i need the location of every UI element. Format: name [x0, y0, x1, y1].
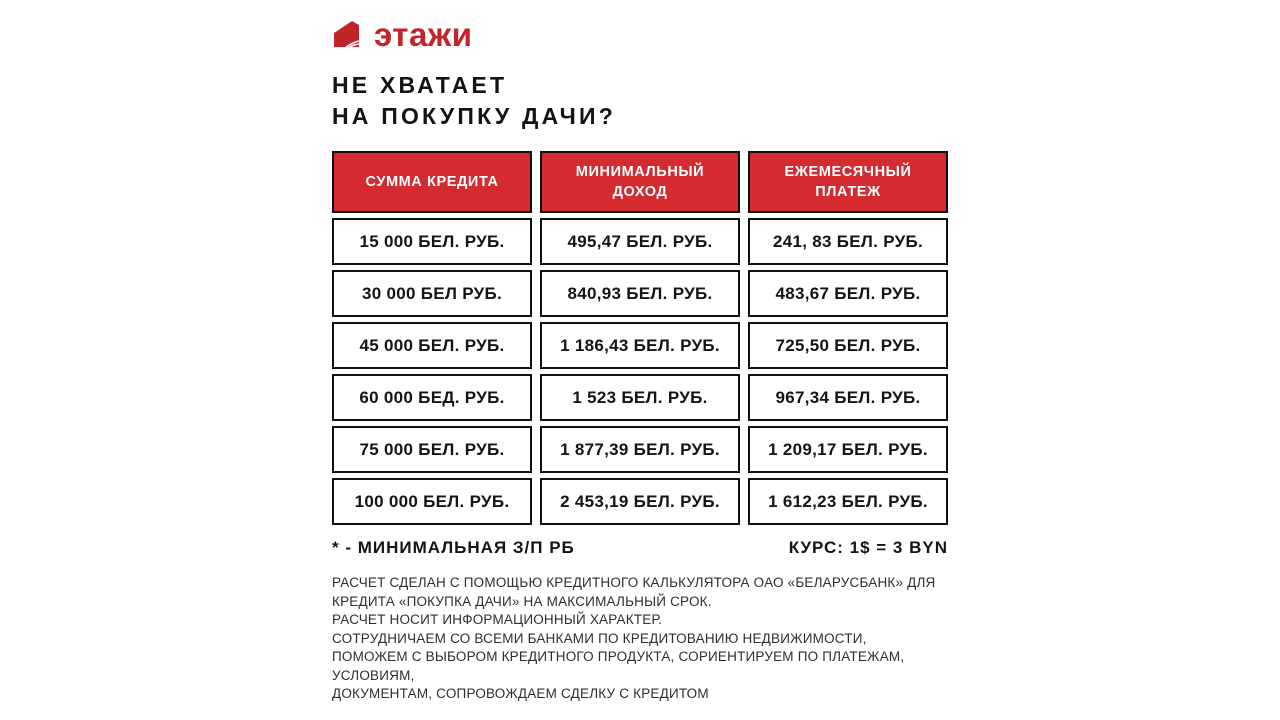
footnote-row [332, 538, 948, 558]
table-row [332, 426, 948, 473]
page-title-line2: НА ПОКУПКУ ДАЧИ? [332, 103, 616, 129]
disclaimer-line: РАСЧЕТ СДЕЛАН С ПОМОЩЬЮ КРЕДИТНОГО КАЛЬКУЛЯТОРА ОАО «БЕЛАРУСБАНК» ДЛЯ [332, 575, 936, 590]
logo-text: этажи [374, 16, 473, 53]
page-title [332, 70, 952, 132]
table-row [332, 218, 948, 265]
footnote-min-salary: * - МИНИМАЛЬНАЯ З/П РБ [332, 538, 575, 557]
house-icon [332, 20, 364, 50]
column-header-min-income: МИНИМАЛЬНЫЙ ДОХОД [540, 151, 740, 213]
disclaimer-line: СОТРУДНИЧАЕМ СО ВСЕМИ БАНКАМИ ПО КРЕДИТОВАНИЮ НЕДВИЖИМОСТИ, [332, 630, 867, 646]
table-cell: 1 523 БЕЛ. РУБ. [540, 374, 740, 421]
table-row [332, 322, 948, 369]
disclaimer-line: КРЕДИТА «ПОКУПКА ДАЧИ» НА МАКСИМАЛЬНЫЙ СРОК. [332, 593, 712, 609]
table-cell: 2 453,19 БЕЛ. РУБ. [540, 478, 740, 525]
table-cell: 725,50 БЕЛ. РУБ. [748, 322, 948, 369]
table-cell: 100 000 БЕЛ. РУБ. [332, 478, 532, 525]
table-cell: 1 612,23 БЕЛ. РУБ. [748, 478, 948, 525]
table-cell: 60 000 БЕД. РУБ. [332, 374, 532, 421]
disclaimer-line: РАСЧЕТ НОСИТ ИНФОРМАЦИОННЫЙ ХАРАКТЕР. [332, 612, 663, 627]
disclaimer-line: ДОКУМЕНТАМ, СОПРОВОЖДАЕМ СДЕЛКУ С КРЕДИТОМ [332, 686, 709, 701]
footnote-exchange-rate: КУРС: 1$ = 3 BYN [788, 538, 948, 557]
table-cell: 241, 83 БЕЛ. РУБ. [748, 218, 948, 265]
table-cell: 967,34 БЕЛ. РУБ. [748, 374, 948, 421]
table-row [332, 374, 948, 421]
table-row [332, 478, 948, 525]
column-header-monthly-payment: ЕЖЕМЕСЯЧНЫЙ ПЛАТЕЖ [748, 151, 948, 213]
table-cell: 495,47 БЕЛ. РУБ. [540, 218, 740, 265]
disclaimer-line: УСЛОВИЯМ, [332, 667, 415, 683]
table-cell: 840,93 БЕЛ. РУБ. [540, 270, 740, 317]
table-cell: 30 000 БЕЛ РУБ. [332, 270, 532, 317]
table-cell: 1 877,39 БЕЛ. РУБ. [540, 426, 740, 473]
table-cell: 1 209,17 БЕЛ. РУБ. [748, 426, 948, 473]
table-cell: 483,67 БЕЛ. РУБ. [748, 270, 948, 317]
table-cell: 15 000 БЕЛ. РУБ. [332, 218, 532, 265]
table-header-row [332, 151, 948, 213]
disclaimer-text [332, 574, 952, 704]
table-cell: 1 186,43 БЕЛ. РУБ. [540, 322, 740, 369]
logo [332, 16, 952, 54]
credit-table [324, 146, 956, 530]
page-title-line1: НЕ ХВАТАЕТ [332, 72, 508, 98]
table-row [332, 270, 948, 317]
table-cell: 75 000 БЕЛ. РУБ. [332, 426, 532, 473]
table-cell: 45 000 БЕЛ. РУБ. [332, 322, 532, 369]
disclaimer-line: ПОМОЖЕМ С ВЫБОРОМ КРЕДИТНОГО ПРОДУКТА, СОРИЕНТИРУЕМ ПО ПЛАТЕЖАМ, [332, 649, 905, 664]
infographic-page [332, 16, 952, 704]
column-header-credit-sum: СУММА КРЕДИТА [332, 151, 532, 213]
